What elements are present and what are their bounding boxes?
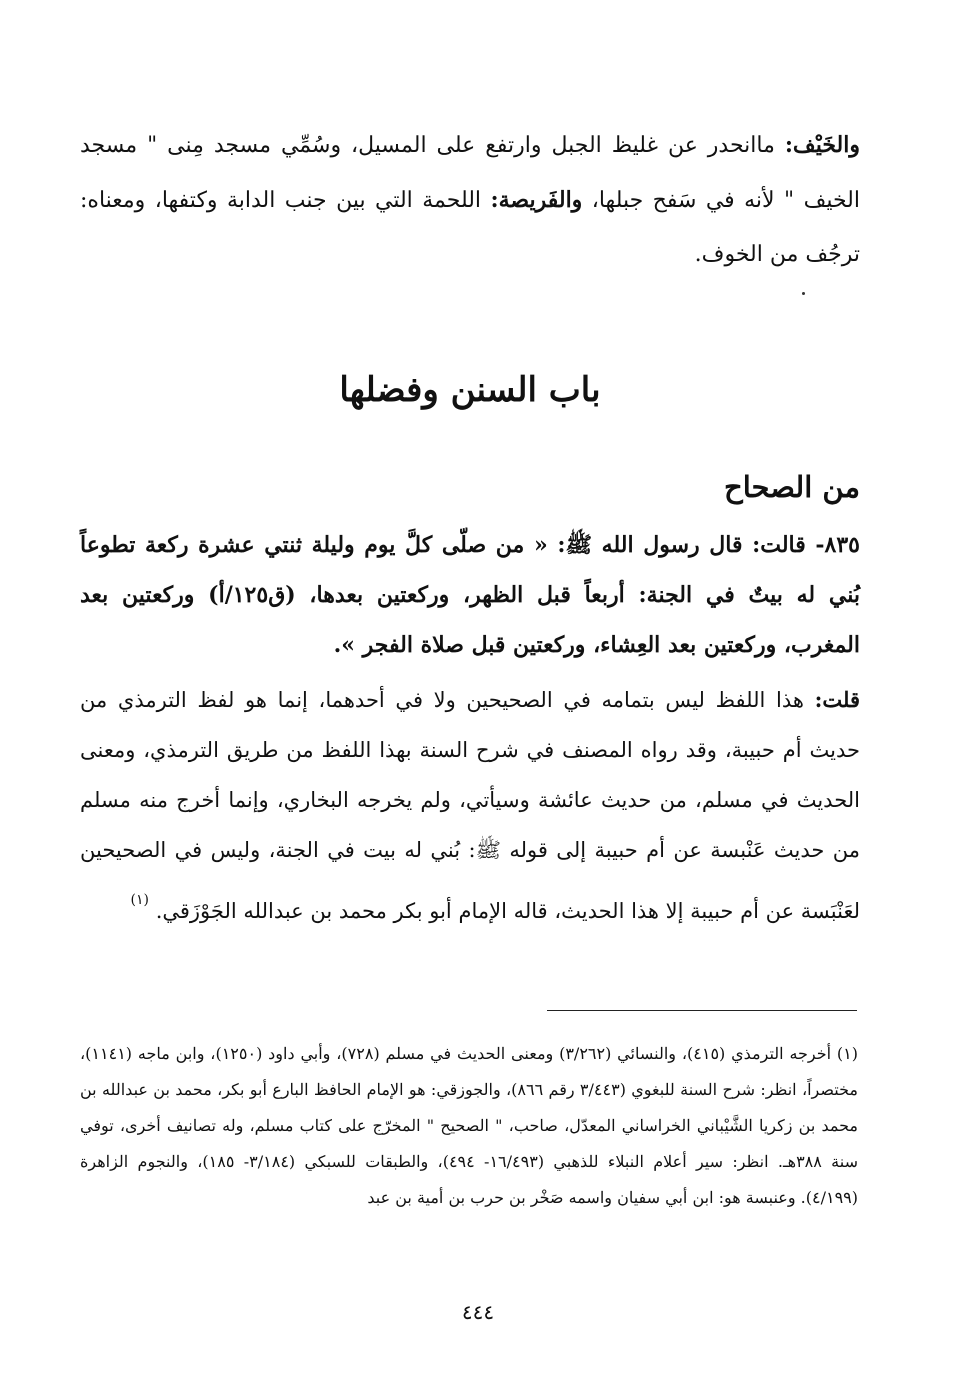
footnote-reference: (١) <box>130 892 150 908</box>
commentary-paragraph <box>80 675 860 936</box>
section-title: من الصحاح <box>723 470 860 504</box>
intro-paragraph <box>80 118 860 282</box>
farisa-definition: اللحمة التي بين جنب الدابة وكتفها، ومعناه: ترجُف من الخوف. <box>80 188 860 267</box>
commentary-text: هذا اللفظ ليس بتمامه في الصحيحين ولا في أحدهما، إنما هو لفظ الترمذي من حديث أم حبيبة، وقد رواه المصنف في شرح السنة بهذا اللفظ من طريق الترمذي، ومعنى الحديث في مسلم، من حديث عائشة وسيأتي، ولم يخرجه البخاري، وإنما أخرج منه مسلم من حديث عَنْبسة عن أم حبيبة إلى قوله ﷺ: بُني له بيت في الجنة، وليس في الصحيحين لعَنْبَسة عن أم حبيبة إلا هذا الحديث، قاله الإمام أبو بكر محمد بن عبدالله الجَوْزَقي. <box>80 688 860 923</box>
page-number: ٤٤٤ <box>461 1300 495 1324</box>
term-farisa: والفَريصة: <box>490 187 583 213</box>
footnote: (١) أخرجه الترمذي (٤١٥)، والنسائي (٣/٢٦٢) ومعنى الحديث في مسلم (٧٢٨)، وأبي داود (١٢٥٠)، وابن ماجه (١١٤١)، مختصراً، انظر: شرح السنة للبغوي (٣/٤٤٣ رقم ٨٦٦)، والجوزقي: هو الإمام الحافظ البارع أبو بكر، محمد بن عبدالله بن محمد بن زكريا الشَّيْباني الخراساني المعدّل، صاحب، " الصحيح " المخرّج على كتاب مسلم، وله تصانيف أخرى، توفي سنة ٣٨٨هـ. انظر: سير أعلام النبلاء للذهبي (١٦/٤٩٣- ٤٩٤)، والطبقات للسبكي (٣/١٨٤- ١٨٥)، والنجوم الزاهرة (٤/١٩٩). وعنبسة هو: ابن أبي سفيان واسمه صَخْر بن حرب بن أمية بن عبد <box>80 1044 859 1207</box>
commentary-lead: قلت: <box>814 687 860 712</box>
hadith-835: ٨٣٥- قالت: قال رسول الله ﷺ: « من صلّى كلَّ يوم وليلة ثنتي عشرة ركعة تطوعاً بُني له بيتٌ في الجنة: أربعاً قبل الظهر، وركعتين بعدها، (ق١٢٥/أ) وركعتين بعد المغرب، وركعتين بعد العِشاء، وركعتين قبل صلاة الفجر ». <box>80 532 860 658</box>
stray-mark <box>802 292 805 295</box>
term-khayf: والخَيْف: <box>784 132 860 158</box>
footnote-separator <box>547 1010 857 1011</box>
chapter-title: باب السنن وفضلها <box>339 370 601 410</box>
khayf-definition: ماانحدر عن غليظ الجبل وارتفع على المسيل، وسُمِّي مسجد مِنى " مسجد الخيف " لأنه في سَفح جبلها، <box>80 133 860 213</box>
